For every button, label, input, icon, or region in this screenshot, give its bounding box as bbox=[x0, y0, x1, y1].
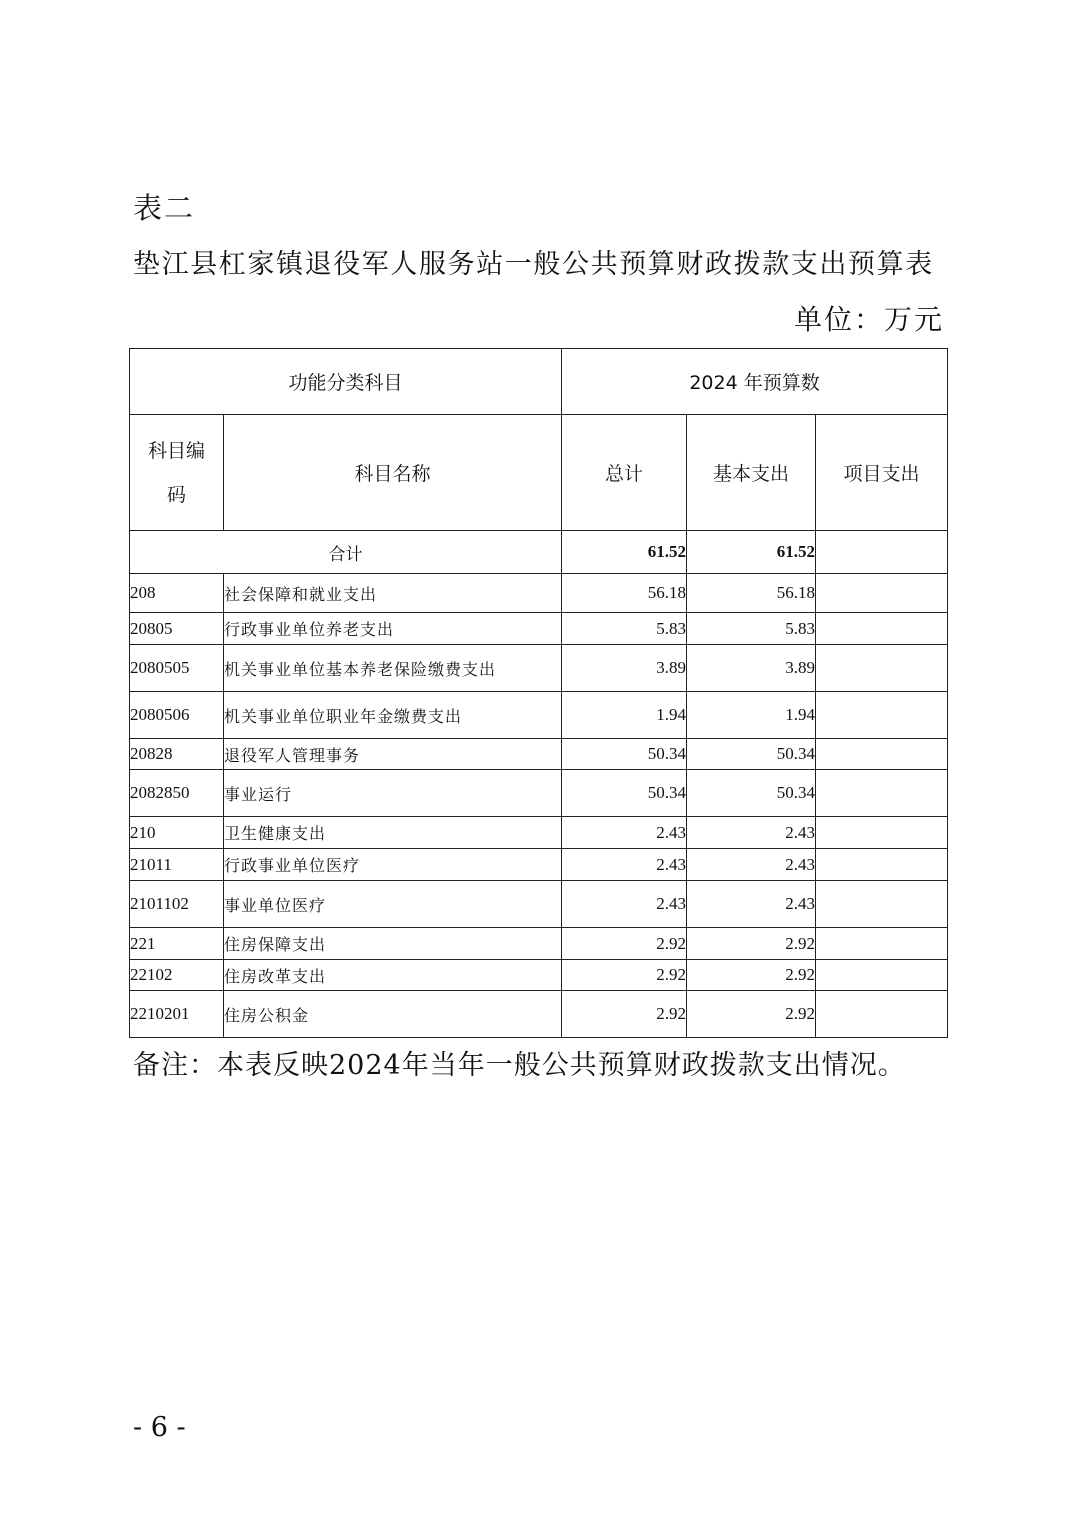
row-total: 50.34 bbox=[562, 739, 687, 770]
header-function-category: 功能分类科目 bbox=[130, 349, 562, 415]
table-header-row-1 bbox=[130, 349, 948, 415]
table-note: 备注：本表反映2024年当年一般公共预算财政拨款支出情况。 bbox=[133, 1050, 906, 1081]
row-name: 事业单位医疗 bbox=[224, 881, 562, 928]
table-row bbox=[130, 881, 948, 928]
row-name: 事业运行 bbox=[224, 770, 562, 817]
row-project bbox=[816, 960, 948, 991]
row-name: 住房改革支出 bbox=[224, 960, 562, 991]
summary-total: 61.52 bbox=[562, 531, 687, 574]
row-basic: 2.92 bbox=[687, 991, 816, 1038]
table-row bbox=[130, 849, 948, 881]
row-name: 机关事业单位职业年金缴费支出 bbox=[224, 692, 562, 739]
row-basic: 2.43 bbox=[687, 817, 816, 849]
row-code: 22102 bbox=[130, 960, 224, 991]
row-code: 2080505 bbox=[130, 645, 224, 692]
row-total: 1.94 bbox=[562, 692, 687, 739]
row-basic: 56.18 bbox=[687, 574, 816, 613]
row-code: 2210201 bbox=[130, 991, 224, 1038]
row-total: 5.83 bbox=[562, 613, 687, 645]
row-project bbox=[816, 739, 948, 770]
row-total: 2.92 bbox=[562, 960, 687, 991]
header-budget-year: 2024 年预算数 bbox=[562, 349, 948, 415]
row-total: 56.18 bbox=[562, 574, 687, 613]
summary-project bbox=[816, 531, 948, 574]
table-header-row-2 bbox=[130, 415, 948, 531]
row-project bbox=[816, 928, 948, 960]
row-total: 2.43 bbox=[562, 849, 687, 881]
row-total: 50.34 bbox=[562, 770, 687, 817]
row-code: 2101102 bbox=[130, 881, 224, 928]
table-row bbox=[130, 574, 948, 613]
budget-table bbox=[129, 348, 948, 1038]
header-code bbox=[130, 415, 224, 531]
row-basic: 50.34 bbox=[687, 770, 816, 817]
summary-basic: 61.52 bbox=[687, 531, 816, 574]
row-project bbox=[816, 849, 948, 881]
summary-label: 合计 bbox=[130, 531, 562, 574]
header-code-text: 科目编码 bbox=[147, 439, 205, 506]
row-code: 2082850 bbox=[130, 770, 224, 817]
row-project bbox=[816, 613, 948, 645]
row-code: 20828 bbox=[130, 739, 224, 770]
table-row bbox=[130, 613, 948, 645]
row-project bbox=[816, 991, 948, 1038]
table-row bbox=[130, 645, 948, 692]
row-project bbox=[816, 881, 948, 928]
row-basic: 2.43 bbox=[687, 849, 816, 881]
row-name: 退役军人管理事务 bbox=[224, 739, 562, 770]
row-basic: 5.83 bbox=[687, 613, 816, 645]
header-name: 科目名称 bbox=[224, 415, 562, 531]
row-name: 住房公积金 bbox=[224, 991, 562, 1038]
table-row bbox=[130, 770, 948, 817]
table-label: 表二 bbox=[133, 191, 196, 225]
row-project bbox=[816, 645, 948, 692]
document-title: 垫江县杠家镇退役军人服务站一般公共预算财政拨款支出预算表 bbox=[133, 249, 934, 280]
row-project bbox=[816, 770, 948, 817]
row-name: 社会保障和就业支出 bbox=[224, 574, 562, 613]
row-code: 221 bbox=[130, 928, 224, 960]
table-row bbox=[130, 817, 948, 849]
row-name: 行政事业单位养老支出 bbox=[224, 613, 562, 645]
row-total: 2.43 bbox=[562, 817, 687, 849]
header-total: 总计 bbox=[562, 415, 687, 531]
row-total: 2.92 bbox=[562, 928, 687, 960]
table-row bbox=[130, 991, 948, 1038]
row-code: 20805 bbox=[130, 613, 224, 645]
row-total: 2.43 bbox=[562, 881, 687, 928]
header-basic: 基本支出 bbox=[687, 415, 816, 531]
row-project bbox=[816, 574, 948, 613]
row-code: 208 bbox=[130, 574, 224, 613]
row-project bbox=[816, 817, 948, 849]
row-basic: 2.43 bbox=[687, 881, 816, 928]
summary-row bbox=[130, 531, 948, 574]
unit-label: 单位：万元 bbox=[793, 303, 944, 336]
row-basic: 1.94 bbox=[687, 692, 816, 739]
header-project: 项目支出 bbox=[816, 415, 948, 531]
row-total: 2.92 bbox=[562, 991, 687, 1038]
row-code: 21011 bbox=[130, 849, 224, 881]
row-total: 3.89 bbox=[562, 645, 687, 692]
page-number: - 6 - bbox=[133, 1412, 186, 1443]
row-name: 住房保障支出 bbox=[224, 928, 562, 960]
table-row bbox=[130, 960, 948, 991]
row-project bbox=[816, 692, 948, 739]
table-row bbox=[130, 692, 948, 739]
row-name: 机关事业单位基本养老保险缴费支出 bbox=[224, 645, 562, 692]
row-basic: 50.34 bbox=[687, 739, 816, 770]
row-code: 2080506 bbox=[130, 692, 224, 739]
row-code: 210 bbox=[130, 817, 224, 849]
row-basic: 2.92 bbox=[687, 960, 816, 991]
row-name: 行政事业单位医疗 bbox=[224, 849, 562, 881]
table-row bbox=[130, 928, 948, 960]
row-basic: 3.89 bbox=[687, 645, 816, 692]
table-row bbox=[130, 739, 948, 770]
row-name: 卫生健康支出 bbox=[224, 817, 562, 849]
row-basic: 2.92 bbox=[687, 928, 816, 960]
